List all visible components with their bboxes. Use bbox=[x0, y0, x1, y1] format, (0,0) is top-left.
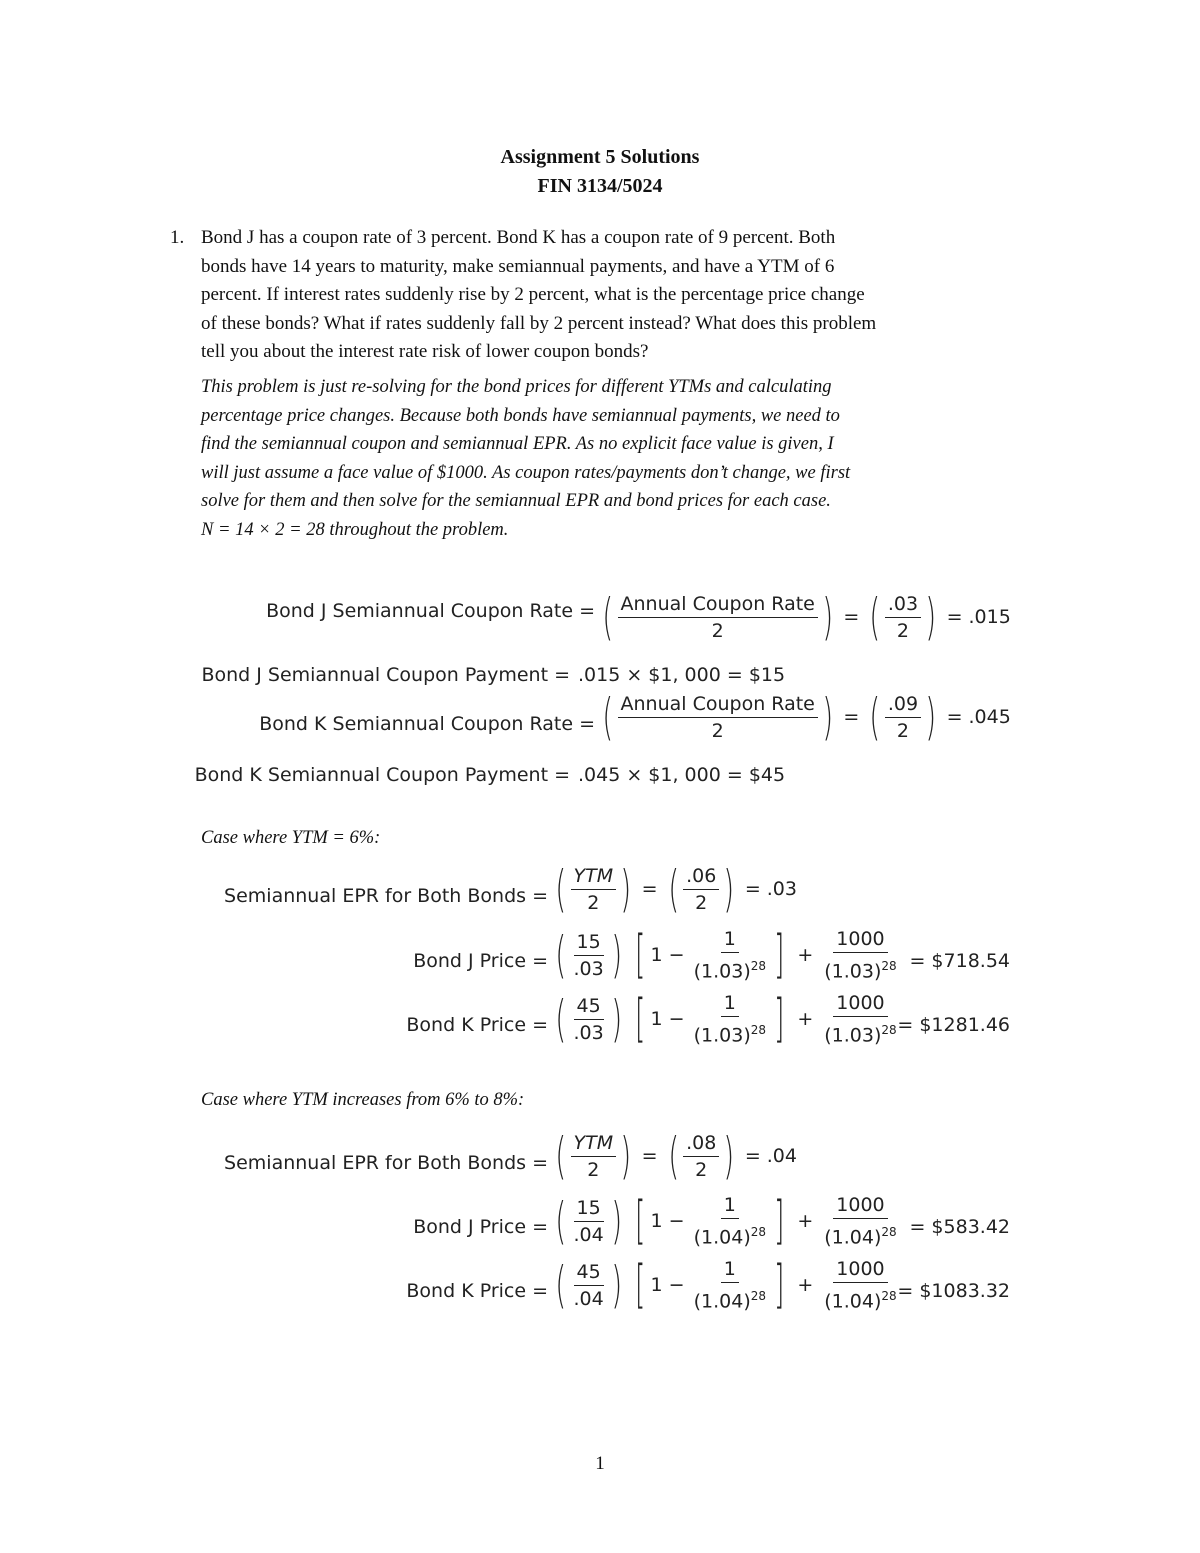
fraction: $\frac{\text{YTM}}{2}$ bbox=[571, 865, 617, 914]
case1-bond-j-price-label: Bond J Price = bbox=[413, 950, 548, 972]
page-title: Assignment 5 Solutions bbox=[500, 146, 700, 168]
question-line: bonds have 14 years to maturity, make semiannual payments, and have a YTM of 6 bbox=[201, 255, 835, 277]
question-line: tell you about the interest rate risk of lower coupon bonds? bbox=[201, 341, 649, 362]
case1-bond-j-price-expression: ( $\frac{15}{.03}$ ) [ 1 − $\frac{1}{(1.03)^{28}}$ ] + $\frac{1000}{(1.03)^{28}}$ bbox=[551, 928, 900, 982]
case1-bond-k-price-result: = $1281.46 bbox=[897, 1014, 1010, 1036]
fraction: $\frac{.09}{2}$ bbox=[885, 693, 921, 742]
bond-j-coupon-rate-expression: ( $\frac{\text{Annual Coupon Rate}}{2}$ ) = ( $\frac{.03}{2}$ ) = .015 bbox=[602, 588, 1011, 646]
fraction: $\frac{15}{.04}$ bbox=[573, 1196, 604, 1246]
fraction: $\frac{1000}{(1.03)^{28}}$ bbox=[824, 928, 897, 983]
fraction: $\frac{.06}{2}$ bbox=[683, 865, 719, 914]
bond-j-coupon-payment-expression: .015 × $1, 000 = $15 bbox=[578, 664, 786, 686]
fraction: $\frac{1}{(1.04)^{28}}$ bbox=[693, 1258, 767, 1313]
question-text bbox=[201, 224, 1031, 367]
fraction: $\frac{1000}{(1.04)^{28}}$ bbox=[824, 1194, 897, 1249]
case1-heading: Case where YTM = 6%: bbox=[201, 828, 381, 848]
bond-k-coupon-payment-expression: .045 × $1, 000 = $45 bbox=[578, 764, 786, 786]
fraction: $\frac{1000}{(1.04)^{28}}$ bbox=[824, 1258, 897, 1313]
case1-bond-j-price-result: = $718.54 bbox=[909, 950, 1010, 972]
case2-bond-j-price-expression: ( $\frac{15}{.04}$ ) [ 1 − $\frac{1}{(1.04)^{28}}$ ] + $\frac{1000}{(1.04)^{28}}$ bbox=[551, 1194, 900, 1248]
case2-bond-j-price-result: = $583.42 bbox=[909, 1216, 1010, 1238]
explanation-line: percentage price changes. Because both bonds have semiannual payments, we need to bbox=[201, 405, 840, 426]
case2-epr-expression: ( $\frac{\text{YTM}}{2}$ ) = ( $\frac{.08}{2}$ ) = .04 bbox=[555, 1127, 797, 1185]
fraction: $\frac{.08}{2}$ bbox=[683, 1132, 719, 1181]
fraction: $\frac{1000}{(1.03)^{28}}$ bbox=[824, 992, 897, 1047]
case1-epr-expression: ( $\frac{\text{YTM}}{2}$ ) = ( $\frac{.06}{2}$ ) = .03 bbox=[555, 860, 797, 918]
case1-bond-k-price-label: Bond K Price = bbox=[406, 1014, 548, 1036]
bond-j-coupon-rate-label: Bond J Semiannual Coupon Rate = bbox=[266, 600, 595, 622]
explanation-line: will just assume a face value of $1000. As coupon rates/payments don’t change, we first bbox=[201, 462, 851, 483]
bond-k-coupon-rate-expression: ( $\frac{\text{Annual Coupon Rate}}{2}$ ) = ( $\frac{.09}{2}$ ) = .045 bbox=[602, 688, 1011, 746]
bond-j-coupon-payment-label: Bond J Semiannual Coupon Payment = bbox=[201, 664, 570, 686]
question-line: Bond J has a coupon rate of 3 percent. Bond K has a coupon rate of 9 percent. Both bbox=[201, 227, 836, 248]
fraction: $\frac{\text{Annual Coupon Rate}}{2}$ bbox=[618, 693, 818, 742]
case2-bond-j-price-label: Bond J Price = bbox=[413, 1216, 548, 1238]
case2-epr-label: Semiannual EPR for Both Bonds = bbox=[224, 1152, 548, 1174]
explanation-line: solve for them and then solve for the semiannual EPR and bond prices for each case. bbox=[201, 491, 831, 511]
case1-bond-k-price-expression: ( $\frac{45}{.03}$ ) [ 1 − $\frac{1}{(1.03)^{28}}$ ] + $\frac{1000}{(1.03)^{28}}$ bbox=[551, 992, 900, 1046]
fraction: $\frac{\text{YTM}}{2}$ bbox=[571, 1132, 617, 1181]
explanation-line: find the semiannual coupon and semiannual EPR. As no explicit face value is given, I bbox=[201, 434, 834, 454]
fraction: $\frac{45}{.04}$ bbox=[573, 1260, 604, 1310]
case2-bond-k-price-label: Bond K Price = bbox=[406, 1280, 548, 1302]
case2-bond-k-price-result: = $1083.32 bbox=[897, 1280, 1010, 1302]
bond-k-coupon-payment-label: Bond K Semiannual Coupon Payment = bbox=[194, 764, 570, 786]
question-line: of these bonds? What if rates suddenly fall by 2 percent instead? What does this problem bbox=[201, 312, 877, 334]
course-code: FIN 3134/5024 bbox=[537, 175, 663, 197]
case1-epr-label: Semiannual EPR for Both Bonds = bbox=[224, 885, 548, 907]
case2-bond-k-price-expression: ( $\frac{45}{.04}$ ) [ 1 − $\frac{1}{(1.04)^{28}}$ ] + $\frac{1000}{(1.04)^{28}}$ bbox=[551, 1258, 900, 1312]
bond-k-coupon-rate-label: Bond K Semiannual Coupon Rate = bbox=[259, 713, 595, 735]
fraction: $\frac{\text{Annual Coupon Rate}}{2}$ bbox=[618, 593, 818, 642]
fraction: $\frac{1}{(1.03)^{28}}$ bbox=[693, 928, 767, 983]
fraction: $\frac{15}{.03}$ bbox=[573, 930, 604, 980]
explanation-line: N = 14 × 2 = 28 throughout the problem. bbox=[201, 519, 509, 540]
question-number: 1. bbox=[170, 227, 185, 248]
fraction: $\frac{1}{(1.03)^{28}}$ bbox=[693, 992, 767, 1047]
case2-heading: Case where YTM increases from 6% to 8%: bbox=[201, 1090, 525, 1110]
fraction: $\frac{45}{.03}$ bbox=[573, 994, 604, 1044]
fraction: $\frac{.03}{2}$ bbox=[885, 593, 921, 642]
explanation-text bbox=[201, 373, 1031, 544]
question-line: percent. If interest rates suddenly rise by 2 percent, what is the percentage price change bbox=[201, 284, 865, 305]
explanation-line: This problem is just re-solving for the bond prices for different YTMs and calculating bbox=[201, 377, 832, 397]
page-number: 1 bbox=[595, 1453, 605, 1474]
fraction: $\frac{1}{(1.04)^{28}}$ bbox=[693, 1194, 767, 1249]
